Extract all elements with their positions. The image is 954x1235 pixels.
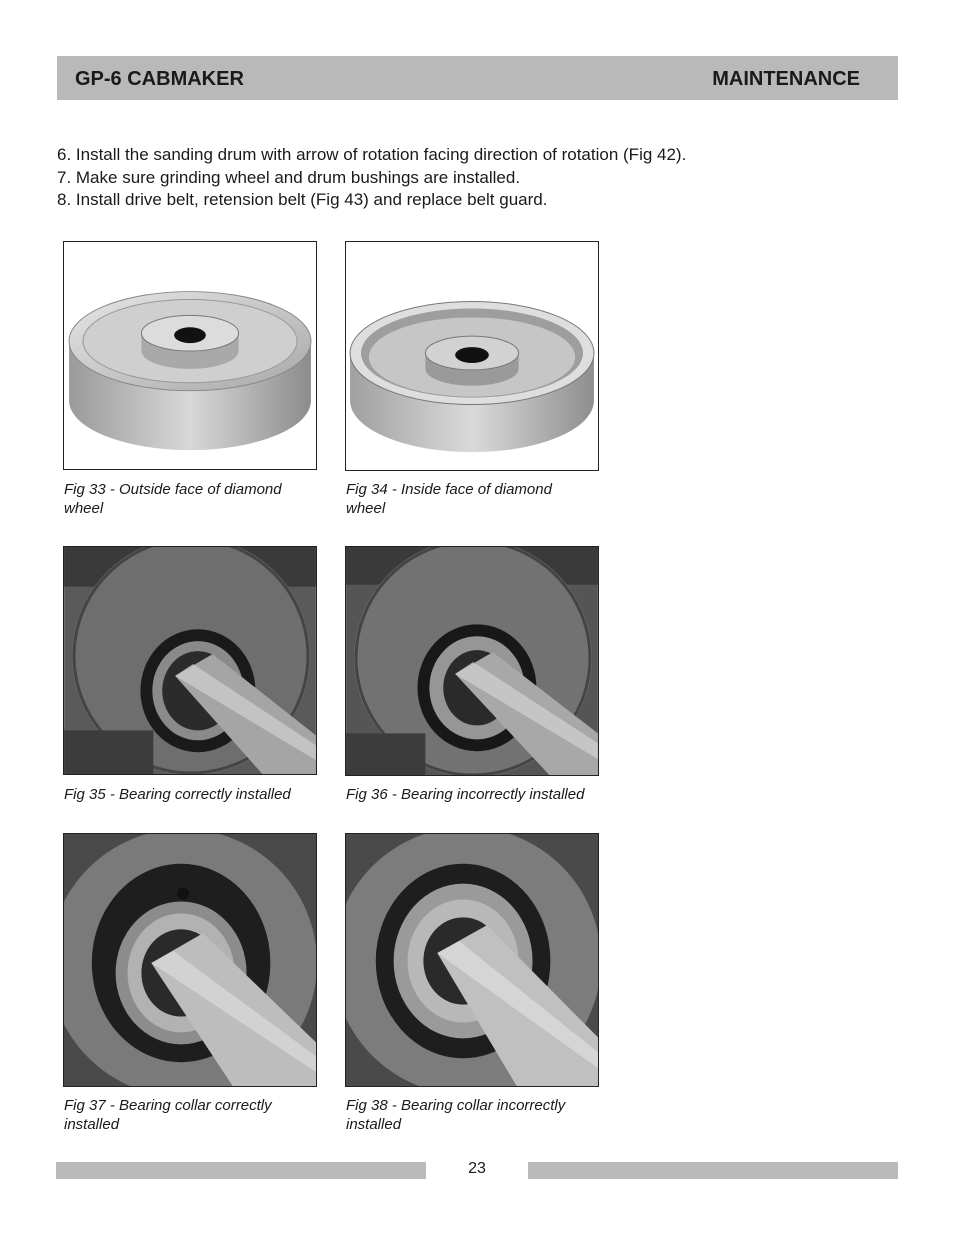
figure-37-caption [64,1096,314,1134]
footer-bar-left [56,1162,426,1179]
figure-33-caption-line1: Fig 33 - Outside face of diamond [64,481,282,498]
section-title: MAINTENANCE [712,68,860,90]
figure-37-photo [63,833,317,1087]
figure-38-caption-line1: Fig 38 - Bearing collar incorrectly [346,1097,566,1114]
figure-33-caption-line2: wheel [64,500,104,517]
manual-title: GP-6 CABMAKER [75,68,244,90]
figure-33-photo [63,241,317,470]
figure-38-caption-line2: installed [346,1116,402,1133]
instruction-step-6: 6. Install the sanding drum with arrow of rotation facing direction of rotation (Fig 42). [57,145,687,164]
figure-36-caption [346,785,596,804]
figure-36-photo [345,546,599,776]
instruction-list [57,144,897,212]
instruction-step-8: 8. Install drive belt, retension belt (Fig 43) and replace belt guard. [57,190,548,209]
bearing-incorrect-image [346,547,598,775]
figure-34-caption-line1: Fig 34 - Inside face of diamond [346,481,552,498]
figure-36-caption-line1: Fig 36 - Bearing incorrectly installed [346,786,585,803]
instruction-step-7: 7. Make sure grinding wheel and drum bushings are installed. [57,167,521,187]
figure-35-caption [64,785,314,804]
figure-37-caption-line2: installed [64,1116,120,1133]
figure-38-caption [346,1096,596,1134]
figure-37-caption-line1: Fig 37 - Bearing collar correctly [64,1097,272,1114]
figure-35-caption-line1: Fig 35 - Bearing correctly installed [64,786,291,803]
diamond-wheel-outside-image [64,242,316,469]
figure-34-caption [346,480,596,518]
diamond-wheel-inside-image [346,242,598,470]
figure-34-photo [345,241,599,471]
footer-bar-right [528,1162,898,1179]
figure-33-caption [64,480,314,518]
page-header [57,56,898,100]
page-number: 23 [468,1160,486,1177]
bearing-collar-incorrect-image [346,834,598,1086]
figure-35-photo [63,546,317,775]
bearing-correct-image [64,547,316,774]
bearing-collar-correct-image [64,834,316,1086]
figure-34-caption-line2: wheel [346,500,386,517]
figure-38-photo [345,833,599,1087]
